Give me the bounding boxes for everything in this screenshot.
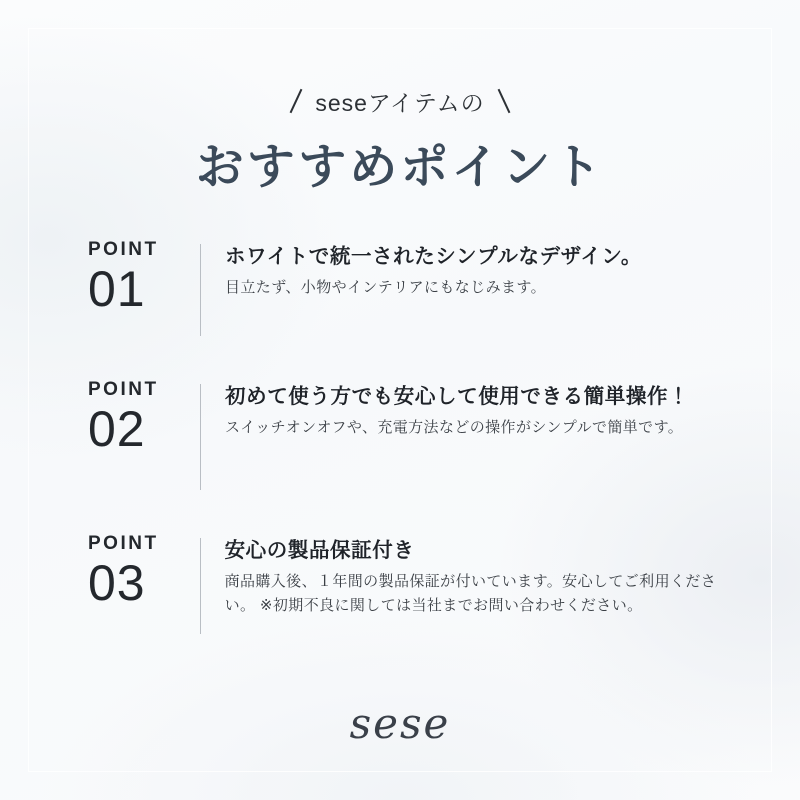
point-number-column <box>88 380 200 455</box>
vertical-divider <box>200 538 201 634</box>
brand-logo: sese <box>349 699 451 748</box>
point-body <box>225 240 736 300</box>
list-item <box>88 240 736 336</box>
point-number-column <box>88 534 200 609</box>
point-body <box>225 380 736 440</box>
vertical-divider <box>200 384 201 490</box>
slash-right-icon <box>497 89 510 113</box>
point-title: 初めて使う方でも安心して使用できる簡単操作！ <box>225 385 690 408</box>
point-description: スイッチオンオフや、充電方法などの操作がシンプルで簡単です。 <box>225 419 684 437</box>
point-title: 安心の製品保証付き <box>224 539 415 562</box>
point-number-column <box>88 240 200 315</box>
slash-left-icon <box>290 89 303 113</box>
point-label: POINT <box>88 379 159 400</box>
point-description: 目立たず、小物やインテリアにもなじみます。 <box>225 279 547 297</box>
points-list <box>88 240 736 678</box>
point-label: POINT <box>88 239 159 260</box>
page-title: おすすめポイント <box>195 141 605 194</box>
point-number: 02 <box>88 400 146 457</box>
point-label: POINT <box>88 533 159 554</box>
vertical-divider <box>200 244 201 336</box>
eyebrow-text: seseアイテムの <box>315 89 485 116</box>
point-title: ホワイトで統一されたシンプルなデザイン。 <box>225 245 642 268</box>
point-number: 03 <box>88 554 146 611</box>
point-body <box>225 534 736 619</box>
list-item <box>88 380 736 490</box>
list-item <box>88 534 736 634</box>
page-header <box>0 84 800 197</box>
point-description: 商品購入後、１年間の製品保証が付いています。安心してご利用ください。 ※初期不良に関しては当社までお問い合わせください。 <box>224 573 717 615</box>
point-number: 01 <box>88 260 146 317</box>
eyebrow-row <box>0 84 800 118</box>
